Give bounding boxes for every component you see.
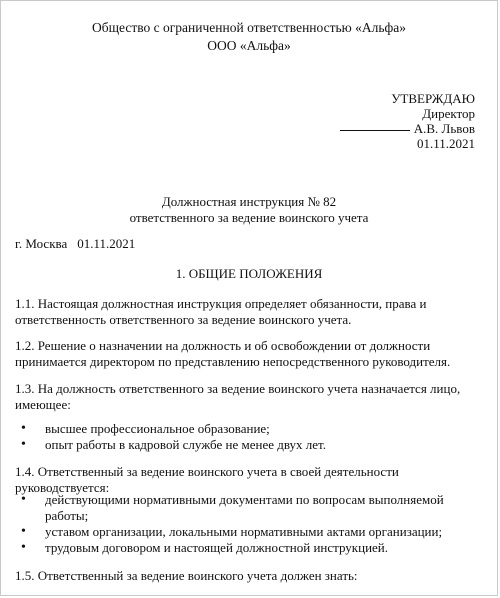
approval-date: 01.11.2021 [416,136,475,151]
paragraph-1-2: 1.2. Решение о назначении на должность и об освобождении от должности принимается директором по представлению непосредственного руководителя. [15,338,451,369]
place-date-line [15,236,135,252]
requirements-list [21,421,467,453]
list-item: • высшее профессиональное образование; [21,421,467,437]
paragraph-1-5: 1.5. Ответственный за ведение воинского учета должен знать: [15,568,358,583]
document-title-line1: Должностная инструкция № 82 [161,194,337,209]
approval-block [275,91,475,151]
organization-short-name: ООО «Альфа» [207,38,291,53]
section-heading: 1. ОБЩИЕ ПОЛОЖЕНИЯ [175,266,323,281]
signature-underline [340,130,410,131]
paragraph-1-4: 1.4. Ответственный за ведение воинского учета в своей деятельности руководствуется: [15,464,399,495]
document-date: 01.11.2021 [77,236,136,251]
organization-full-name: Общество с ограниченной ответственностью «Альфа» [92,20,406,35]
document-title-line2: ответственного за ведение воинского учета [129,210,369,225]
approval-title: УТВЕРЖДАЮ [391,91,475,106]
organization-header [1,19,497,55]
paragraph-1-1: 1.1. Настоящая должностная инструкция определяет обязанности, права и ответственность ответственного за ведение воинского учета. [15,296,427,327]
approval-signature-line [275,121,475,136]
list-item: • трудовым договором и настоящей должностной инструкцией. [21,540,467,556]
guidance-list [21,492,467,556]
list-item: • действующими нормативными документами по вопросам выполняемой работы; [21,492,467,524]
approval-position: Директор [422,106,475,121]
list-item: • опыт работы в кадровой службе не менее двух лет. [21,437,467,453]
list-item: • уставом организации, локальными нормативными актами организации; [21,524,467,540]
approval-name: А.В. Львов [413,121,475,136]
document-title [1,194,497,226]
document-city: г. Москва [15,236,68,251]
paragraph-1-3: 1.3. На должность ответственного за ведение воинского учета назначается лицо, имеющее: [15,381,461,412]
